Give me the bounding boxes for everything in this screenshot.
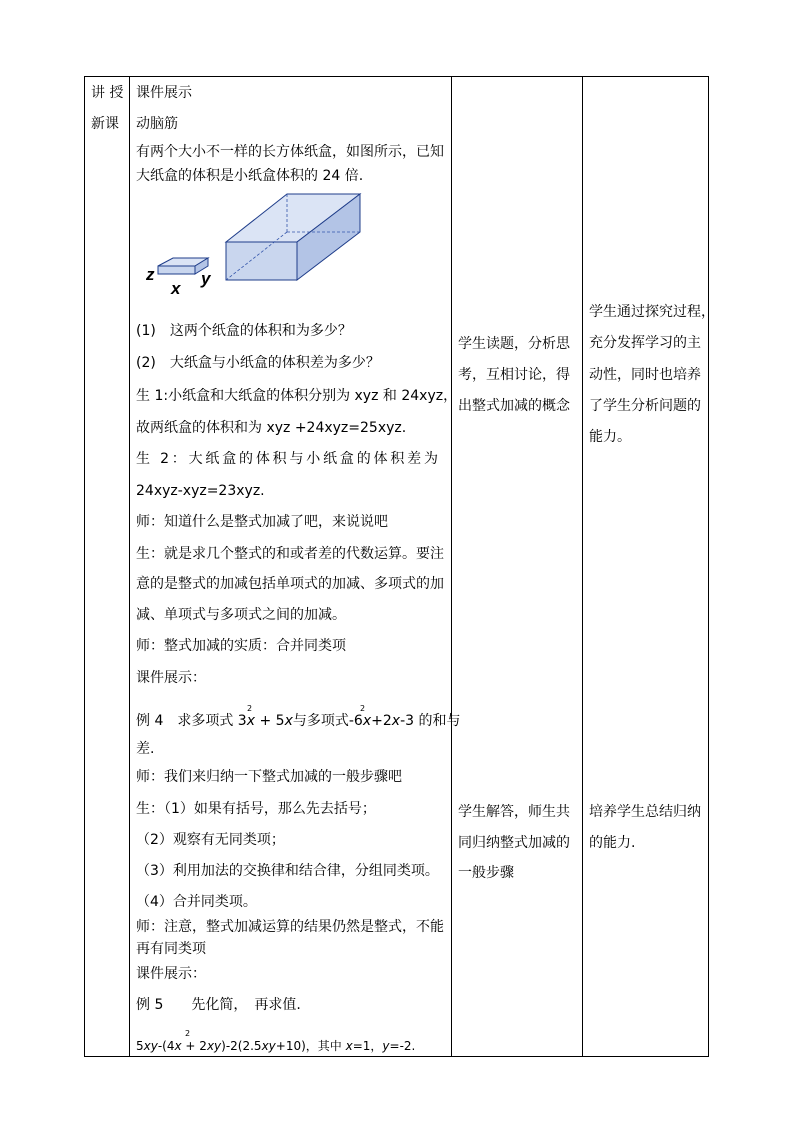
student-line: 减、单项式与多项式之间的加减。 <box>136 607 346 623</box>
teacher-note: 师：注意，整式加减运算的结果仍然是整式，不能 <box>136 919 444 935</box>
step-2: （2）观察有无同类项； <box>136 832 285 848</box>
label-y: y <box>201 269 211 288</box>
example-4: 差. <box>136 741 155 757</box>
student-activity: 考，互相讨论，得 <box>458 367 570 383</box>
step-4: （4）合并同类项。 <box>136 894 257 910</box>
student1-answer: 生 1:小纸盒和大纸盒的体积分别为 xyz 和 24xyz， <box>136 388 458 404</box>
question-2: (2) 大纸盒与小纸盒的体积差为多少？ <box>136 355 380 371</box>
student-activity: 学生解答，师生共 <box>458 804 570 820</box>
courseware-heading: 课件展示： <box>136 670 206 686</box>
design-intent: 的能力. <box>589 835 636 851</box>
column-divider <box>129 76 130 1057</box>
teacher-line: 师：整式加减的实质：合并同类项 <box>136 638 346 654</box>
column-divider <box>582 76 583 1057</box>
column-divider <box>451 76 452 1057</box>
brain-teaser-heading: 动脑筋 <box>136 116 178 132</box>
small-box-front <box>158 266 195 274</box>
step-1: 生：（1）如果有括号，那么先去括号； <box>136 801 376 817</box>
design-intent: 动性，同时也培养 <box>589 367 701 383</box>
stage-label-line2: 新课 <box>91 116 119 132</box>
teacher-line: 师：我们来归纳一下整式加减的一般步骤吧 <box>136 769 402 785</box>
design-intent: 学生通过探究过程， <box>589 304 715 320</box>
label-z: z <box>146 265 155 284</box>
example-4: 例 4 求多项式 3x + 5x与多项式-6x+2x-3 的和与 <box>136 713 461 729</box>
student2-answer: 24xyz-xyz=23xyz. <box>136 483 265 499</box>
design-intent: 充分发挥学习的主 <box>589 335 701 351</box>
example-5: 例 5 先化简， 再求值. <box>136 997 301 1013</box>
exponent: 2 <box>360 704 366 713</box>
problem-text: 有两个大小不一样的长方体纸盒，如图所示，已知 <box>136 144 444 160</box>
exponent: 2 <box>185 1029 191 1038</box>
student-line: 生：就是求几个整式的和或者差的代数运算。要注 <box>136 546 444 562</box>
boxes-figure <box>140 188 370 296</box>
student-activity: 学生读题，分析思 <box>458 336 570 352</box>
question-1: (1) 这两个纸盒的体积和为多少？ <box>136 323 352 339</box>
student2-answer: 生 2：大纸盒的体积与小纸盒的体积差为 <box>136 451 438 467</box>
student-line: 意的是整式的加减包括单项式的加减、多项式的加 <box>136 576 444 592</box>
step-3: （3）利用加法的交换律和结合律，分组同类项。 <box>136 863 439 879</box>
design-intent: 培养学生总结归纳 <box>589 804 701 820</box>
teacher-note: 再有同类项 <box>136 941 206 957</box>
student-activity: 出整式加减的概念 <box>458 398 570 414</box>
student-activity: 同归纳整式加减的 <box>458 835 570 851</box>
exponent: 2 <box>247 704 253 713</box>
problem-text: 大纸盒的体积是小纸盒体积的 24 倍. <box>136 168 364 184</box>
example-5-formula: 5xy-(4x + 2xy)-2(2.5xy+10)，其中 x=1，y=-2. <box>136 1039 416 1053</box>
courseware-heading: 课件展示 <box>136 85 192 101</box>
teacher-line: 师：知道什么是整式加减了吧，来说说吧 <box>136 514 388 530</box>
design-intent: 能力。 <box>589 429 631 445</box>
large-box-front <box>226 242 297 280</box>
design-intent: 了学生分析问题的 <box>589 398 701 414</box>
student-activity: 一般步骤 <box>458 865 514 881</box>
stage-label-line1: 讲 授 <box>91 85 124 101</box>
courseware-heading: 课件展示： <box>136 966 206 982</box>
label-x: x <box>171 279 181 296</box>
student1-answer: 故两纸盒的体积和为 xyz +24xyz=25xyz. <box>136 420 407 436</box>
